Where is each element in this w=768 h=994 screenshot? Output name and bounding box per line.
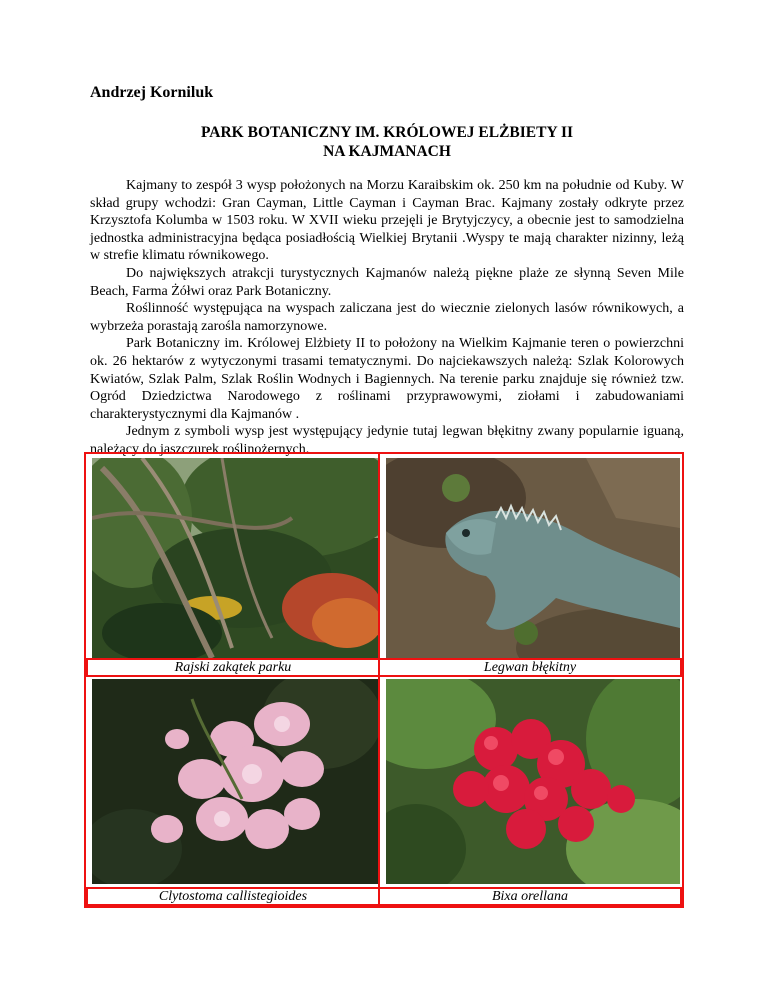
photo-grid xyxy=(84,452,684,908)
paragraph: Jednym z symboli wysp jest występujący jedynie tutaj legwan błękitny zwany popularnie iguaną, należący do jaszczurek roślinożernych. xyxy=(90,424,684,457)
title-line-2: NA KAJMANACH xyxy=(323,143,451,160)
article-body xyxy=(90,177,684,459)
paragraph: Roślinność występująca na wyspach zaliczana jest do wiecznie zielonych lasów równikowych, a wybrzeża porastają zarośla namorzynowe. xyxy=(90,301,684,334)
author-name: Andrzej Korniluk xyxy=(90,84,214,101)
photo-caption: Legwan błękitny xyxy=(378,658,682,677)
iguana-photo xyxy=(386,458,680,660)
photo-caption: Bixa orellana xyxy=(378,887,682,906)
paragraph: Kajmany to zespół 3 wysp położonych na Morzu Karaibskim ok. 250 km na południe od Kuby. W skład grupy wchodzi: Gran Cayman, Little Cayman i Cayman Brac. Kajmany zostały odkryte przez Krzysztofa Kolumba w 1503 roku. W XVII wieku przejęli je Brytyjczycy, a obecnie jest to samodzielna jednostka administracyjna będąca posiadłością Wielkiej Brytanii .Wyspy te mają charakter nizinny, leżą w strefie klimatu równikowego. xyxy=(90,178,684,264)
grid-divider xyxy=(378,454,380,906)
title-line-1: PARK BOTANICZNY IM. KRÓLOWEJ ELŻBIETY II xyxy=(200,124,574,141)
pink-flowers-photo xyxy=(92,679,378,884)
page-title xyxy=(90,123,684,161)
red-fruit-photo xyxy=(386,679,680,884)
paragraph: Do największych atrakcji turystycznych Kajmanów należą piękne plaże ze słynną Seven Mile Beach, Farma Żółwi oraz Park Botaniczny. xyxy=(90,265,684,299)
garden-photo xyxy=(92,458,378,660)
photo-caption: Rajski zakątek parku xyxy=(86,658,380,677)
photo-caption: Clytostoma callistegioides xyxy=(86,887,380,906)
paragraph: Park Botaniczny im. Królowej Elżbiety II to położony na Wielkim Kajmanie teren o powierzchni ok. 26 hektarów z wytyczonymi trasami tematycznymi. Do najciekawszych należą: Szlak Kolorowych Kwiatów, Szlak Palm, Szlak Roślin Wodnych i Bagiennych. Na terenie parku znajduje się również tzw. Ogród Dziedzictwa Narodowego z roślinami przyprawowymi, ziołami i zabudowaniami charakterystycznymi dla Kajmanów . xyxy=(90,336,684,422)
